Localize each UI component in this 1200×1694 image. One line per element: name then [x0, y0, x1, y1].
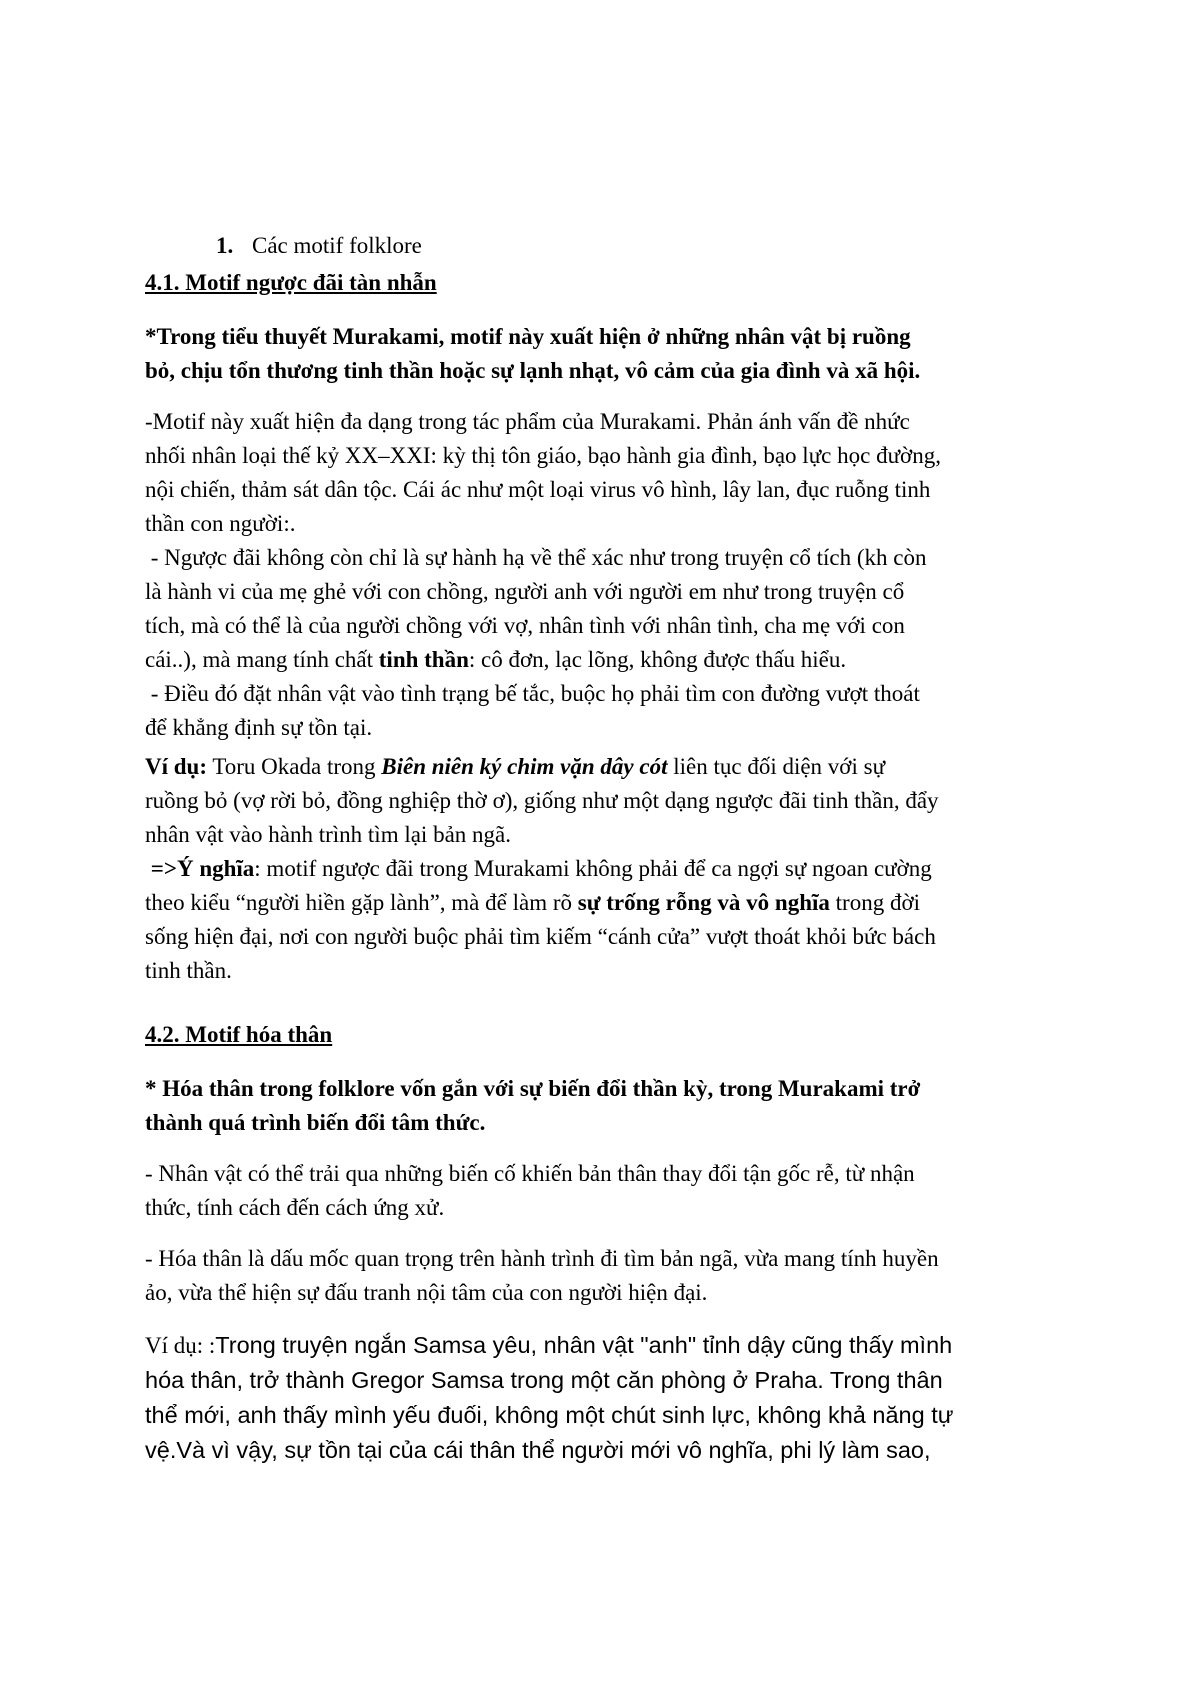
book-title: Biên niên ký chim vặn dây cót	[381, 754, 668, 779]
body-line	[145, 643, 1065, 677]
section-heading	[216, 229, 422, 263]
meaning-line	[145, 886, 1065, 920]
example-line: nhân vật vào hành trình tìm lại bản ngã.	[145, 822, 511, 847]
body-line: -Motif này xuất hiện đa dạng trong tác phẩm của Murakami. Phản ánh vấn đề nhức	[145, 409, 910, 434]
heading-number: 1.	[216, 233, 234, 258]
body-text: : motif ngược đãi trong Murakami không phải để ca ngợi sự ngoan cường	[254, 856, 932, 881]
intro-line: * Hóa thân trong folklore vốn gắn với sự biến đổi thần kỳ, trong Murakami trở	[145, 1076, 921, 1101]
example-line	[145, 1328, 1065, 1363]
intro-line: bỏ, chịu tổn thương tinh thần hoặc sự lạnh nhạt, vô cảm của gia đình và xã hội.	[145, 358, 921, 383]
body-text: trong đời	[829, 890, 920, 915]
body-line: ảo, vừa thể hiện sự đấu tranh nội tâm của con người hiện đại.	[145, 1280, 708, 1305]
example-line: thể mới, anh thấy mình yếu đuối, không một chút sinh lực, không khả năng tự	[145, 1402, 954, 1428]
body-text: : cô đơn, lạc lõng, không được thấu hiểu.	[468, 647, 847, 672]
section-4-1-body	[145, 405, 1065, 745]
section-4-1-example	[145, 750, 1065, 988]
example-label: Ví dụ:	[145, 754, 207, 779]
body-text: liên tục đối diện với sự	[667, 754, 886, 779]
emphasis-text: sự trống rỗng và vô nghĩa	[577, 890, 830, 915]
body-line: để khẳng định sự tồn tại.	[145, 715, 373, 740]
body-text: theo kiểu “người hiền gặp lành”, mà để làm rõ	[145, 890, 578, 915]
meaning-line	[145, 852, 1065, 886]
body-line: tích, mà có thể là của người chồng với vợ, nhân tình với nhân tình, cha mẹ với con	[145, 613, 905, 638]
body-text: Toru Okada trong	[207, 754, 382, 779]
intro-line: thành quá trình biến đổi tâm thức.	[145, 1110, 486, 1135]
example-label: Ví dụ: :	[145, 1333, 216, 1358]
body-line: thức, tính cách đến cách ứng xử.	[145, 1195, 445, 1220]
example-line: ruồng bỏ (vợ rời bỏ, đồng nghiệp thờ ơ), giống như một dạng ngược đãi tinh thần, đẩy	[145, 788, 939, 813]
example-line: hóa thân, trở thành Gregor Samsa trong một căn phòng ở Praha. Trong thân	[145, 1367, 943, 1393]
section-4-1-intro	[145, 320, 1065, 388]
meaning-line: sống hiện đại, nơi con người buộc phải tìm kiếm “cánh cửa” vượt thoát khỏi bức bách	[145, 924, 936, 949]
body-line: - Hóa thân là dấu mốc quan trọng trên hành trình đi tìm bản ngã, vừa mang tính huyền	[145, 1246, 939, 1271]
body-line: - Nhân vật có thể trải qua những biến cố khiến bản thân thay đổi tận gốc rễ, từ nhận	[145, 1161, 915, 1186]
example-line: vệ.Và vì vậy, sự tồn tại của cái thân thể người mới vô nghĩa, phi lý làm sao,	[145, 1437, 931, 1463]
section-4-1-title: 4.1. Motif ngược đãi tàn nhẫn	[145, 270, 437, 295]
heading-title: Các motif folklore	[252, 233, 422, 258]
section-4-2-paragraph-2	[145, 1242, 1065, 1310]
body-line: - Điều đó đặt nhân vật vào tình trạng bế tắc, buộc họ phải tìm con đường vượt thoát	[145, 681, 920, 706]
body-text: Trong truyện ngắn Samsa yêu, nhân vật "anh" tỉnh dậy cũng thấy mình	[215, 1332, 953, 1358]
intro-line: *Trong tiểu thuyết Murakami, motif này xuất hiện ở những nhân vật bị ruồng	[145, 324, 911, 349]
meaning-label: =>Ý nghĩa	[145, 856, 255, 881]
section-4-2-example	[145, 1328, 1065, 1468]
section-4-2-title: 4.2. Motif hóa thân	[145, 1022, 333, 1047]
section-4-2-intro	[145, 1072, 1065, 1140]
body-text: cái..), mà mang tính chất	[145, 647, 379, 672]
body-line: thần con người:.	[145, 511, 296, 536]
section-4-2-title-block	[145, 1018, 1065, 1052]
body-line: nội chiến, thảm sát dân tộc. Cái ác như một loại virus vô hình, lây lan, đục ruỗng tinh	[145, 477, 931, 502]
body-line: - Ngược đãi không còn chỉ là sự hành hạ về thể xác như trong truyện cổ tích (kh còn	[145, 545, 927, 570]
example-line	[145, 750, 1065, 784]
meaning-line: tinh thần.	[145, 958, 232, 983]
section-4-1-title-block	[145, 266, 1065, 300]
emphasis-text: tinh thần	[378, 647, 469, 672]
body-line: nhối nhân loại thế kỷ XX–XXI: kỳ thị tôn giáo, bạo hành gia đình, bạo lực học đường,	[145, 443, 941, 468]
body-line: là hành vi của mẹ ghẻ với con chồng, người anh với người em như trong truyện cổ	[145, 579, 905, 604]
section-4-2-paragraph-1	[145, 1157, 1065, 1225]
